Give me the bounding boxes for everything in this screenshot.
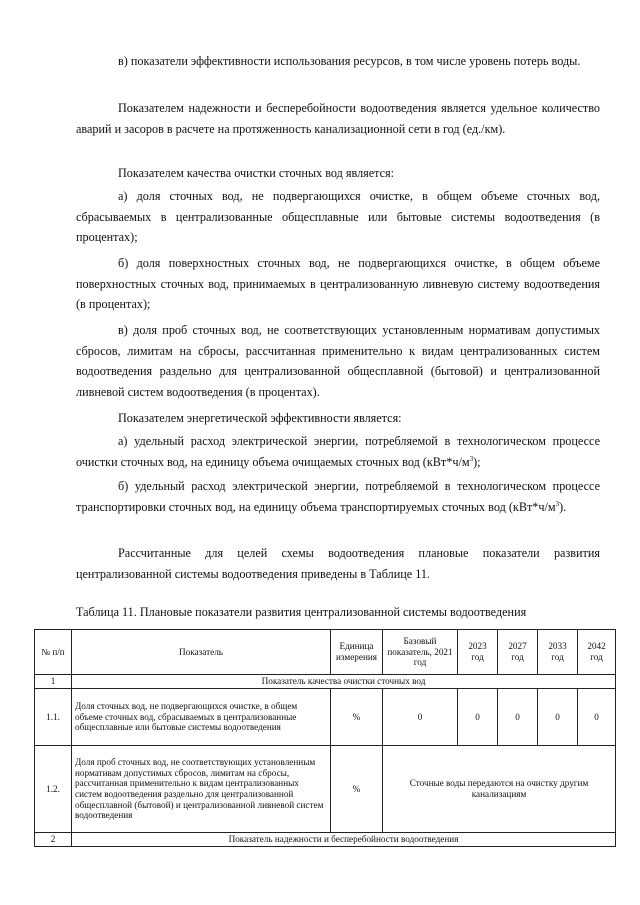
row-num: 1.2.: [35, 746, 72, 833]
row-indicator: Доля сточных вод, не подвергающихся очистке, в общем объеме сточных вод, сбрасываемых в централизованные общесплавные или бытовые системы водоотведения: [72, 689, 331, 746]
row-value-2023: 0: [458, 689, 498, 746]
paragraph-quality-b: б) доля поверхностных сточных вод, не подвергающихся очистке, в общем объеме поверхностных сточных вод, принимаемых в централизованную ливневую систему водоотведения (в процентах);: [76, 256, 600, 312]
paragraph-energy-a-tail: );: [473, 454, 481, 469]
paragraph-table-reference: Рассчитанные для целей схемы водоотведения плановые показатели развития централизованной системы водоотведения приведены в Таблице 11.: [76, 546, 600, 581]
section-num: 2: [35, 833, 72, 847]
superscript-cube: 3: [469, 454, 474, 463]
paragraph-energy-a: [76, 431, 600, 472]
paragraph-energy-b: [76, 476, 600, 517]
section-title: Показатель надежности и бесперебойности водоотведения: [72, 833, 616, 847]
header-2023: 2023 год: [458, 630, 498, 675]
table-row: [35, 746, 616, 833]
paragraph-reliability-indicator: Показателем надежности и бесперебойности водоотведения является удельное количество аварий и засоров в расчете на протяженность канализационной сети в год (ед./км).: [76, 101, 600, 136]
section-title: Показатель качества очистки сточных вод: [72, 675, 616, 689]
row-unit: %: [331, 689, 383, 746]
header-2042: 2042 год: [578, 630, 616, 675]
paragraph-quality-heading: Показателем качества очистки сточных вод является:: [118, 166, 395, 180]
row-indicator: Доля проб сточных вод, не соответствующих установленным нормативам допустимых сбросов, лимитам на сбросы, рассчитанная применительно к видам централизованных систем водоотведения раздельно для централизованной общесплавной (бытовой) и централизованной ливневой систем водоотведения: [72, 746, 331, 833]
table-header-row: [35, 630, 616, 675]
row-value-2027: 0: [498, 689, 538, 746]
table-section-row: [35, 675, 616, 689]
paragraph-resource-efficiency: в) показатели эффективности использования ресурсов, в том числе уровень потерь воды.: [118, 54, 581, 68]
header-2033: 2033 год: [538, 630, 578, 675]
row-num: 1.1.: [35, 689, 72, 746]
paragraph-energy-a-text: а) удельный расход электрической энергии, потребляемой в технологическом процессе очистки сточных вод, на единицу объема очищаемых сточных вод (кВт*ч/м: [76, 434, 600, 469]
superscript-cube: 3: [555, 499, 560, 508]
header-2027: 2027 год: [498, 630, 538, 675]
paragraph-energy-heading: Показателем энергетической эффективности является:: [118, 411, 402, 425]
row-value-2033: 0: [538, 689, 578, 746]
row-value-2042: 0: [578, 689, 616, 746]
plan-indicators-table: [34, 629, 616, 847]
paragraph-energy-b-text: б) удельный расход электрической энергии, потребляемой в технологическом процессе транспортировки сточных вод, на единицу объема транспортируемых сточных вод (кВт*ч/м: [76, 479, 600, 514]
table-section-row: [35, 833, 616, 847]
row-note: Сточные воды передаются на очистку другим канализациям: [383, 746, 616, 833]
header-base: Базовый показатель, 2021 год: [383, 630, 458, 675]
paragraph-quality-c: в) доля проб сточных вод, не соответствующих установленным нормативам допустимых сбросов, лимитам на сбросы, рассчитанная применительно к видам централизованных систем водоотведения раздельно для централизованной общесплавной (бытовой) и централизованной ливневой систем водоотведения (в процентах).: [76, 323, 600, 399]
row-base-value: 0: [383, 689, 458, 746]
row-unit: %: [331, 746, 383, 833]
section-num: 1: [35, 675, 72, 689]
header-indicator: Показатель: [72, 630, 331, 675]
header-unit: Единица измерения: [331, 630, 383, 675]
table-row: [35, 689, 616, 746]
header-num: № п/п: [35, 630, 72, 675]
paragraph-quality-a: а) доля сточных вод, не подвергающихся очистке, в общем объеме сточных вод, сбрасываемых в централизованные общесплавные или бытовые системы водоотведения (в процентах);: [76, 189, 600, 245]
table-caption: Таблица 11. Плановые показатели развития централизованной системы водоотведения: [76, 605, 527, 619]
paragraph-energy-b-tail: ).: [559, 499, 567, 514]
